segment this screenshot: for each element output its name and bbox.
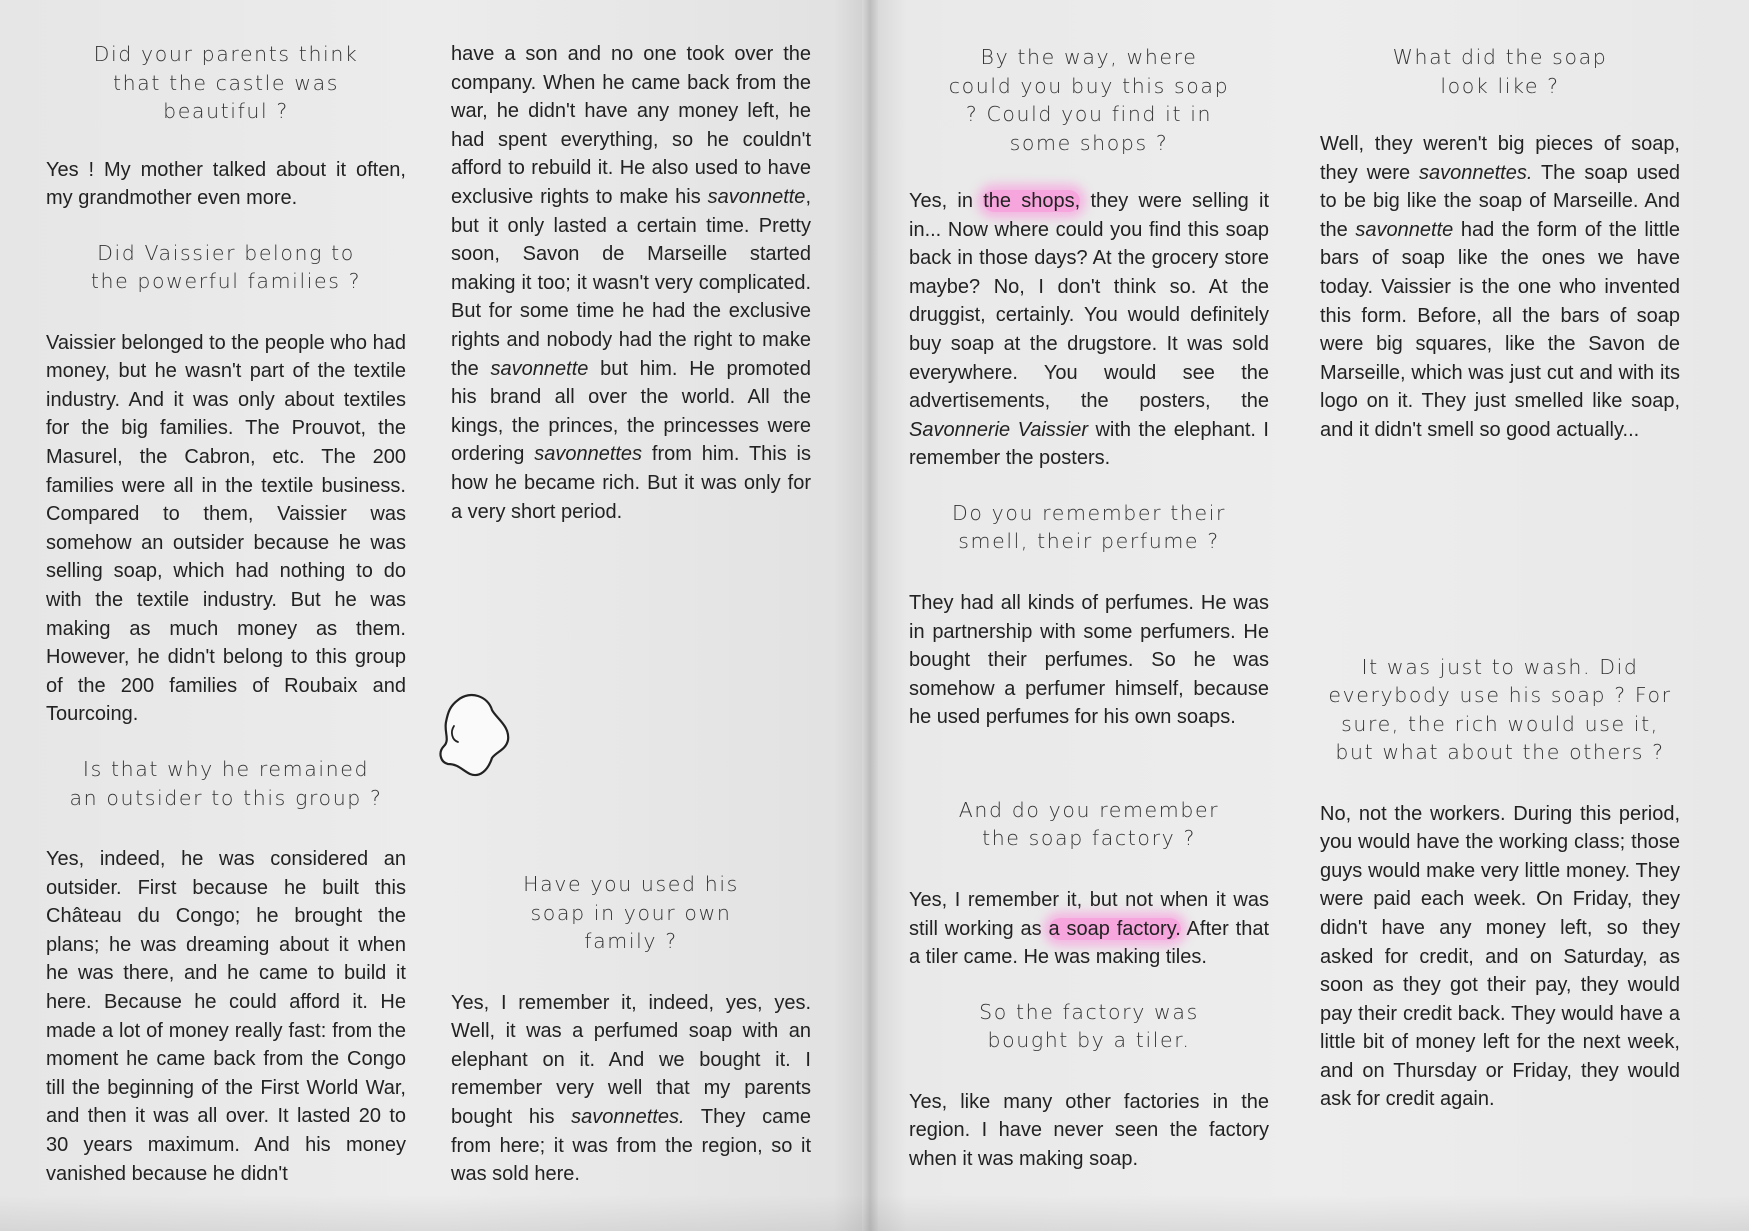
- italic-run: savonnettes: [534, 443, 643, 466]
- answer-paragraph: Yes, indeed, he was considered an outsider. First because he built this Château du Congo; he brought the plans; he was dreaming about it when he was there, and he came to build it here. Because he could afford it. He made a lot of money really fast: from the moment he came back from the Congo till the beginning of the First World War, and then it was all over. It lasted 20 to 30 years maximum. And his money vanished because he didn't: [46, 848, 406, 1185]
- right-page-column-2: [1320, 43, 1680, 1114]
- text-run: After that a tiler came. He was making tiles.: [909, 917, 1269, 969]
- answer-paragraph: [451, 40, 811, 526]
- text-run: Yes, I remember it, but not when it was still working as: [909, 888, 1269, 940]
- text-run: , but it only lasted a certain time. Pretty soon, Savon de Marseille started making it too; it wasn't very complicated. But for some time he had the exclusive rights and nobody had the right to make the: [451, 185, 811, 380]
- question-heading: So the factory was bought by a tiler.: [979, 999, 1199, 1053]
- answer-paragraph: Vaissier belonged to the people who had money, but he wasn't part of the textile industry. And it was only about textiles for the big families. The Prouvot, the Masurel, the Cabron, etc. The 200 families were all in the textile business. Compared to them, Vaissier was somehow an outsider because he was selling soap, which had nothing to do with the textile industry. But he was making as much money as them. However, he didn't belong to this group of the 200 families of Roubaix and Tourcoing.: [46, 331, 406, 726]
- question-heading: Is that why he remained an outsider to this group ?: [69, 757, 383, 810]
- italic-run: savonnette: [1355, 218, 1454, 241]
- text-run: from him. This is how he became rich. But it was only for a very short period.: [451, 443, 811, 523]
- left-page-column-2: [451, 40, 811, 1189]
- left-page-column-1: [46, 40, 406, 1188]
- answer-paragraph: [1320, 130, 1680, 445]
- answer-paragraph: No, not the workers. During this period, you would have the working class; those guys would make very little money. They were paid each week. On Friday, they didn't have any money left, so they asked for credit, and on Saturday, as soon as they got their pay, they would pay their credit back. They would have a little bit of money left for the next week, and on Thursday or Friday, they would ask for credit again.: [1320, 802, 1680, 1111]
- italic-run: savonnettes.: [1418, 161, 1533, 184]
- answer-paragraph: They had all kinds of perfumes. He was in partnership with some perfumers. He bought their perfumes. So he was somehow a perfumer himself, because he used perfumes for his own soaps.: [909, 591, 1269, 729]
- text-run: The soap used to be big like the soap of Marseille. And the: [1320, 161, 1680, 241]
- answer-paragraph: Yes, like many other factories in the region. I have never seen the factory when it was making soap.: [909, 1090, 1269, 1170]
- right-page-column-1: [909, 43, 1269, 1173]
- text-run: had the form of the little bars of soap like the ones we have today. Vaissier is the one who invented this form. Before, all the bars of soap were big squares, like the Savon de Marseille, which was just cut and with its logo on it. They just smelled like soap, and it didn't smell so good actually...: [1320, 218, 1680, 441]
- question-heading: Do you remember their smell, their perfume ?: [951, 500, 1227, 554]
- book-gutter: [862, 0, 878, 1231]
- blob-doodle-icon: [436, 692, 516, 782]
- page-bottom-shadow: [0, 1195, 1749, 1231]
- text-run: have a son and no one took over the company. When he came back from the war, he didn't have any money left, he had spent everything, so he couldn't afford to rebuild it. He also used to have exclusive rights to make his: [451, 43, 811, 208]
- question-heading: It was just to wash. Did everybody use his soap ? For sure, the rich would use it, but what about the others ?: [1328, 654, 1672, 765]
- text-run: they were selling it in... Now where could you find this soap back in those days? At the grocery store maybe? No, I don't think so. At the druggist, certainly. You would definitely buy soap at the drugstore. It was sold everywhere. You would see the advertisements, the posters, the: [909, 190, 1269, 413]
- question-heading: By the way, where could you buy this soap ? Could you find it in some shops ?: [948, 45, 1230, 155]
- italic-run: savonnettes.: [571, 1105, 685, 1128]
- question-heading: What did the soap look like ?: [1392, 45, 1608, 98]
- question-heading: Did your parents think that the castle was beautiful ?: [93, 42, 359, 123]
- answer-paragraph: Yes ! My mother talked about it often, my grandmother even more.: [46, 158, 406, 210]
- italic-run: savonnette: [490, 357, 589, 380]
- italic-run: savonnette: [707, 185, 806, 208]
- text-run: with the elephant. I remember the posters.: [909, 418, 1269, 470]
- text-run: They came from here; it was from the region, so it was sold here.: [451, 1105, 811, 1186]
- answer-paragraph: [909, 886, 1269, 972]
- question-heading: And do you remember the soap factory ?: [958, 797, 1220, 851]
- italic-run: Savonnerie Vaissier: [909, 418, 1089, 441]
- text-run: but him. He promoted his brand all over the world. All the kings, the princes, the princesses were ordering: [451, 357, 812, 466]
- question-heading: Have you used his soap in your own family ?: [523, 872, 739, 954]
- highlighted-text: a soap factory.: [1048, 917, 1181, 940]
- answer-paragraph: [451, 989, 811, 1189]
- text-run: Well, they weren't big pieces of soap, they were: [1320, 133, 1680, 184]
- question-heading: Did Vaissier belong to the powerful families ?: [90, 240, 362, 294]
- text-run: Yes, in: [909, 190, 984, 212]
- highlighted-text: the shops,: [983, 190, 1081, 212]
- answer-paragraph: [909, 187, 1269, 473]
- text-run: Yes, I remember it, indeed, yes, yes. Well, it was a perfumed soap with an elephant on it. And we bought it. I remember very well that my parents bought his: [451, 991, 811, 1128]
